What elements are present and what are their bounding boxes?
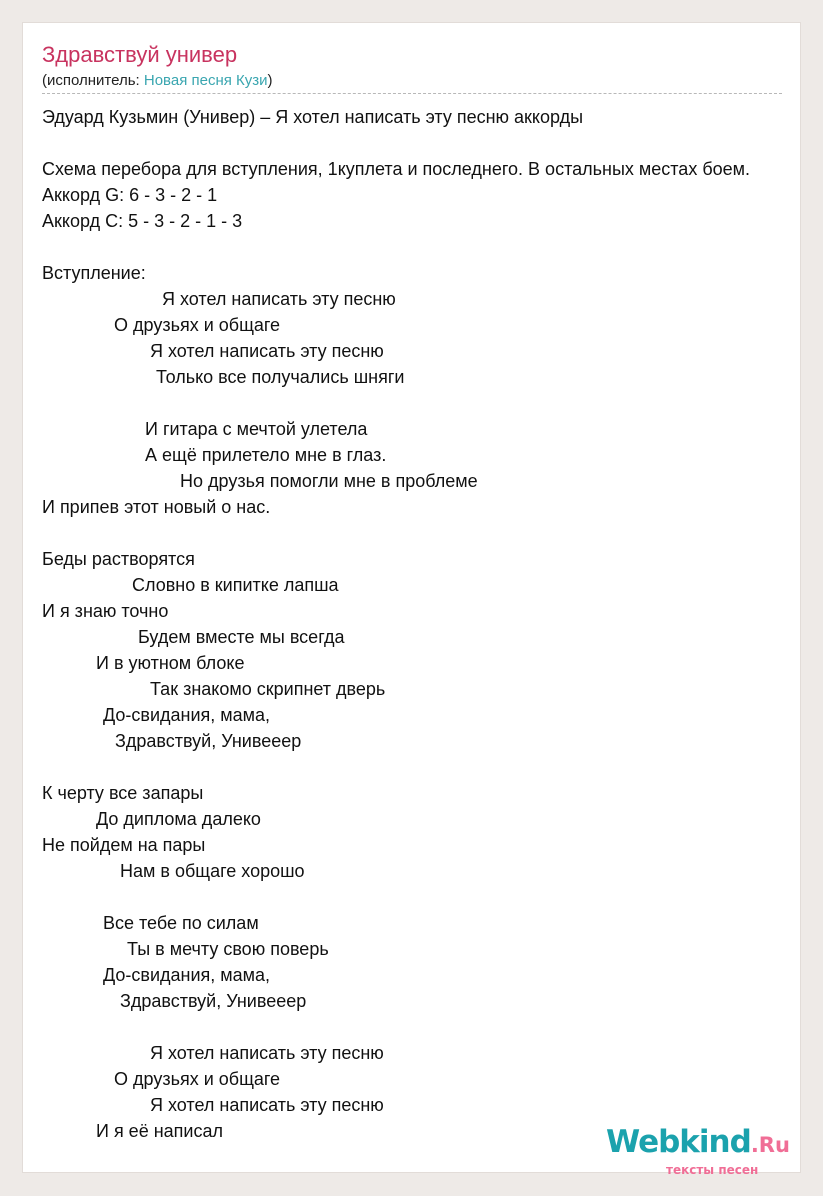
lyric-line: И припев этот новый о нас. [42, 497, 271, 517]
logo-tld: .Ru [750, 1133, 790, 1157]
lyric-line: Схема перебора для вступления, 1куплета и последнего. В остальных местах боем. [42, 159, 751, 179]
lyric-line: Аккорд G: 6 - 3 - 2 - 1 [42, 185, 218, 205]
logo-tagline: тексты песен [666, 1163, 759, 1177]
artist-suffix: ) [267, 72, 273, 89]
artist-link[interactable]: Новая песня Кузи [143, 72, 268, 89]
lyric-line: Не пойдем на пары [42, 835, 206, 855]
lyric-line: Я хотел написать эту песню [150, 1095, 384, 1115]
lyric-line: Вступление: [42, 263, 146, 283]
lyric-line: Но друзья помогли мне в проблеме [180, 471, 478, 491]
song-title: Здравствуй универ [42, 42, 238, 67]
lyric-line: Эдуард Кузьмин (Универ) – Я хотел написать эту песню аккорды [42, 107, 584, 127]
logo-wordmark [606, 1124, 790, 1160]
lyric-line: Я хотел написать эту песню [150, 1043, 384, 1063]
lyric-line: Здравствуй, Унивееер [115, 731, 302, 751]
lyric-line: До диплома далеко [96, 809, 261, 829]
lyric-line: Нам в общаге хорошо [120, 861, 305, 881]
lyric-line: Беды растворятся [42, 549, 195, 569]
lyric-line: А ещё прилетело мне в глаз. [145, 445, 387, 465]
lyric-line: Так знакомо скрипнет дверь [150, 679, 386, 699]
artist-line [42, 72, 273, 90]
lyric-line: О друзьях и общаге [114, 1069, 281, 1089]
lyric-line: Ты в мечту свою поверь [127, 939, 329, 959]
lyric-line: И гитара с мечтой улетела [145, 419, 368, 439]
lyric-line: О друзьях и общаге [114, 315, 281, 335]
site-logo[interactable] [606, 1124, 796, 1180]
artist-prefix: (исполнитель: [42, 72, 144, 89]
lyric-line: И в уютном блоке [96, 653, 245, 673]
lyric-line: И я знаю точно [42, 601, 169, 621]
divider [42, 93, 782, 94]
logo-main: Webkind [606, 1124, 751, 1160]
lyric-line: Все тебе по силам [103, 913, 259, 933]
lyric-line: Аккорд C: 5 - 3 - 2 - 1 - 3 [42, 211, 243, 231]
lyric-line: Словно в кипитке лапша [132, 575, 339, 595]
lyric-line: Здравствуй, Унивееер [120, 991, 307, 1011]
lyric-line: Я хотел написать эту песню [150, 341, 384, 361]
lyric-line: К черту все запары [42, 783, 204, 803]
lyric-line: До-свидания, мама, [103, 965, 271, 985]
lyric-line: Будем вместе мы всегда [138, 627, 345, 647]
lyric-line: До-свидания, мама, [103, 705, 271, 725]
lyric-line: Я хотел написать эту песню [162, 289, 396, 309]
lyric-line: Только все получались шняги [156, 367, 405, 387]
lyric-line: И я её написал [96, 1121, 223, 1141]
